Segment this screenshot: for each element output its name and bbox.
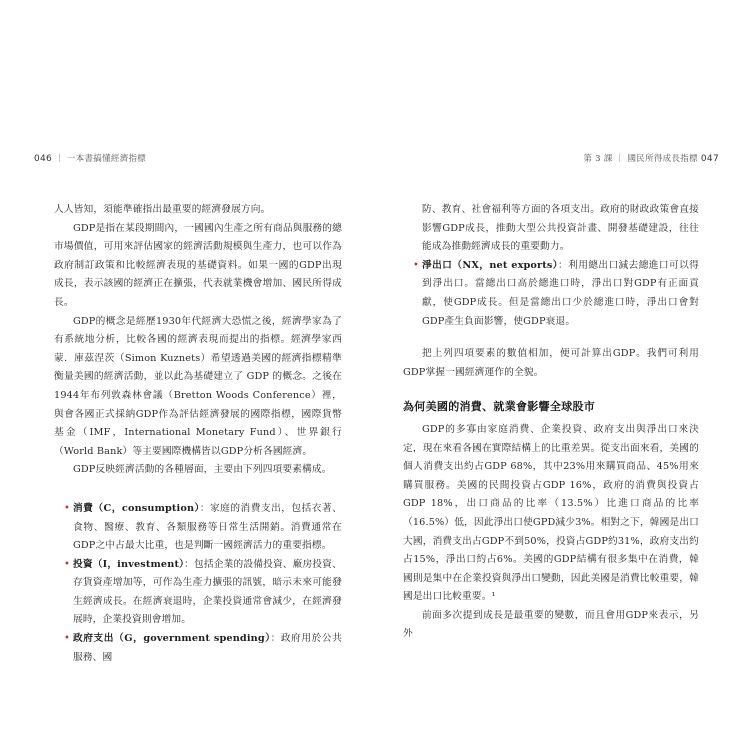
term: 淨出口（NX，net exports） — [422, 259, 559, 271]
right-page — [375, 0, 750, 750]
left-page-header: 046 ｜ 一本書搞懂經濟指標 — [34, 154, 147, 164]
book-title: 一本書搞懂經濟指標 — [66, 154, 147, 164]
paragraph: 把上列四項要素的數值相加，便可計算出GDP。我們可利用GDP掌握一國經濟運作的全貌。 — [403, 348, 699, 378]
term: 消費（C，consumption） — [73, 502, 200, 514]
right-page-header: 第 3 課 ｜ 國民所得成長指標 047 — [583, 154, 719, 164]
gdp-components-list — [54, 500, 342, 667]
list-item — [54, 630, 342, 667]
definition: ：家庭的消費支出，包括衣著、食物、醫療、教育、各類服務等日常生活開銷。消費通常在GDP之中占最大比重，也是判斷一國經濟活力的重要指標。 — [73, 502, 342, 552]
bullet-icon: • — [64, 633, 71, 645]
right-page-body — [403, 201, 699, 644]
paragraph: 前面多次提到成長是最重要的變數，而且會用GDP來表示，另外 — [403, 609, 699, 640]
bullet-icon: • — [413, 259, 420, 271]
paragraph: 人人皆知，須能準確指出最重要的經濟發展方向。 — [54, 204, 271, 215]
definition: ：包括企業的設備投資、廠房投資、存貨資產增加等，可作為生產力擴張的訊號，暗示未來可能發生經濟成長。在經濟衰退時，企業投資通常會減少，在經濟發展時，企業投資則會增加。 — [73, 558, 342, 626]
paragraph: GDP的多寡由家庭消費、企業投資、政府支出與淨出口來決定，現在來看各國在實際結構上的比重差異。從支出面來看，美國的個人消費支出約占GDP 68%，其中23%用來購買商品、45%用來購買服務。美國的民間投資占GDP 16%，政府的消費與投資占GDP 18%，出口商品的比率（13.5%）比進口商品的比率（16.5%）低，因此淨出口使GPD減少3%。相對之下，韓國是出口大國，消費支出占GDP不到50%，投資占GDP約31%，政府支出約占15%，淨出口約占6%。美國的GDP結構有很多集中在消費，韓國則是集中在企業投資與淨出口變動，因此美國是消費比較重要，韓國是出口比較重要。¹ — [403, 423, 699, 603]
paragraph: GDP反映經濟活動的各種層面，主要由下列四項要素構成。 — [73, 464, 332, 476]
term: 投資（I，investment） — [73, 558, 185, 570]
gdp-components-list-continued — [403, 257, 699, 331]
paragraph: 防、教育、社會福利等方面的各項支出。政府的財政政策會直接影響GDP成長，推動大型公共投資計畫、開發基礎建設，往往能成為推動經濟成長的重要動力。 — [422, 204, 699, 253]
paragraph: GDP的概念是經歷1930年代經濟大恐慌之後，經濟學家為了有系統地分析，比較各國的經濟表現而提出的指標。經濟學家西蒙．庫茲涅茨（Simon Kuznets）希望透過美國的經濟指標精準衡量美國的經濟活動，並以此為基礎建立了 GDP 的概念。之後在1944年布列敦森林會議（Bretton Woods Conference）裡，與會各國正式採納GDP作為評估經濟發展的國際指標，國際貨幣基金（IMF，International Monetary Fund）、世界銀行（World Bank）等主要國際機構皆以GDP分析各國經濟。 — [54, 315, 342, 457]
left-page-number: 046 — [34, 154, 53, 164]
paragraph: GDP是指在某段期間內，一國國內生產之所有商品與服務的總市場價值，可用來評估國家的經濟活動規模與生產力，也可以作為政府制訂政策和比較經濟表現的基礎資料。如果一國的GDP出現成長，表示該國的經濟正在擴張，代表就業機會增加、國民所得成長。 — [54, 222, 342, 308]
list-item — [54, 500, 342, 556]
definition: ：利用總出口減去總進口可以得到淨出口。當總出口高於總進口時，淨出口對GDP有正面貢獻，使GDP成長。但是當總出口少於總進口時，淨出口會對GDP產生負面影響，使GDP衰退。 — [422, 259, 699, 327]
bullet-icon: • — [64, 558, 71, 570]
section-heading: 為何美國的消費、就業會影響全球股市 — [403, 400, 596, 414]
list-item — [403, 257, 699, 331]
left-page-body — [54, 201, 342, 667]
definition: ：政府用於公共服務、國 — [73, 633, 342, 663]
chapter-label: 第 3 課 — [583, 154, 613, 164]
list-item — [54, 556, 342, 630]
term: 政府支出（G，government spending） — [73, 633, 271, 645]
right-page-number: 047 — [700, 154, 719, 164]
bullet-icon: • — [64, 502, 71, 514]
chapter-title: 國民所得成長指標 — [627, 154, 698, 164]
